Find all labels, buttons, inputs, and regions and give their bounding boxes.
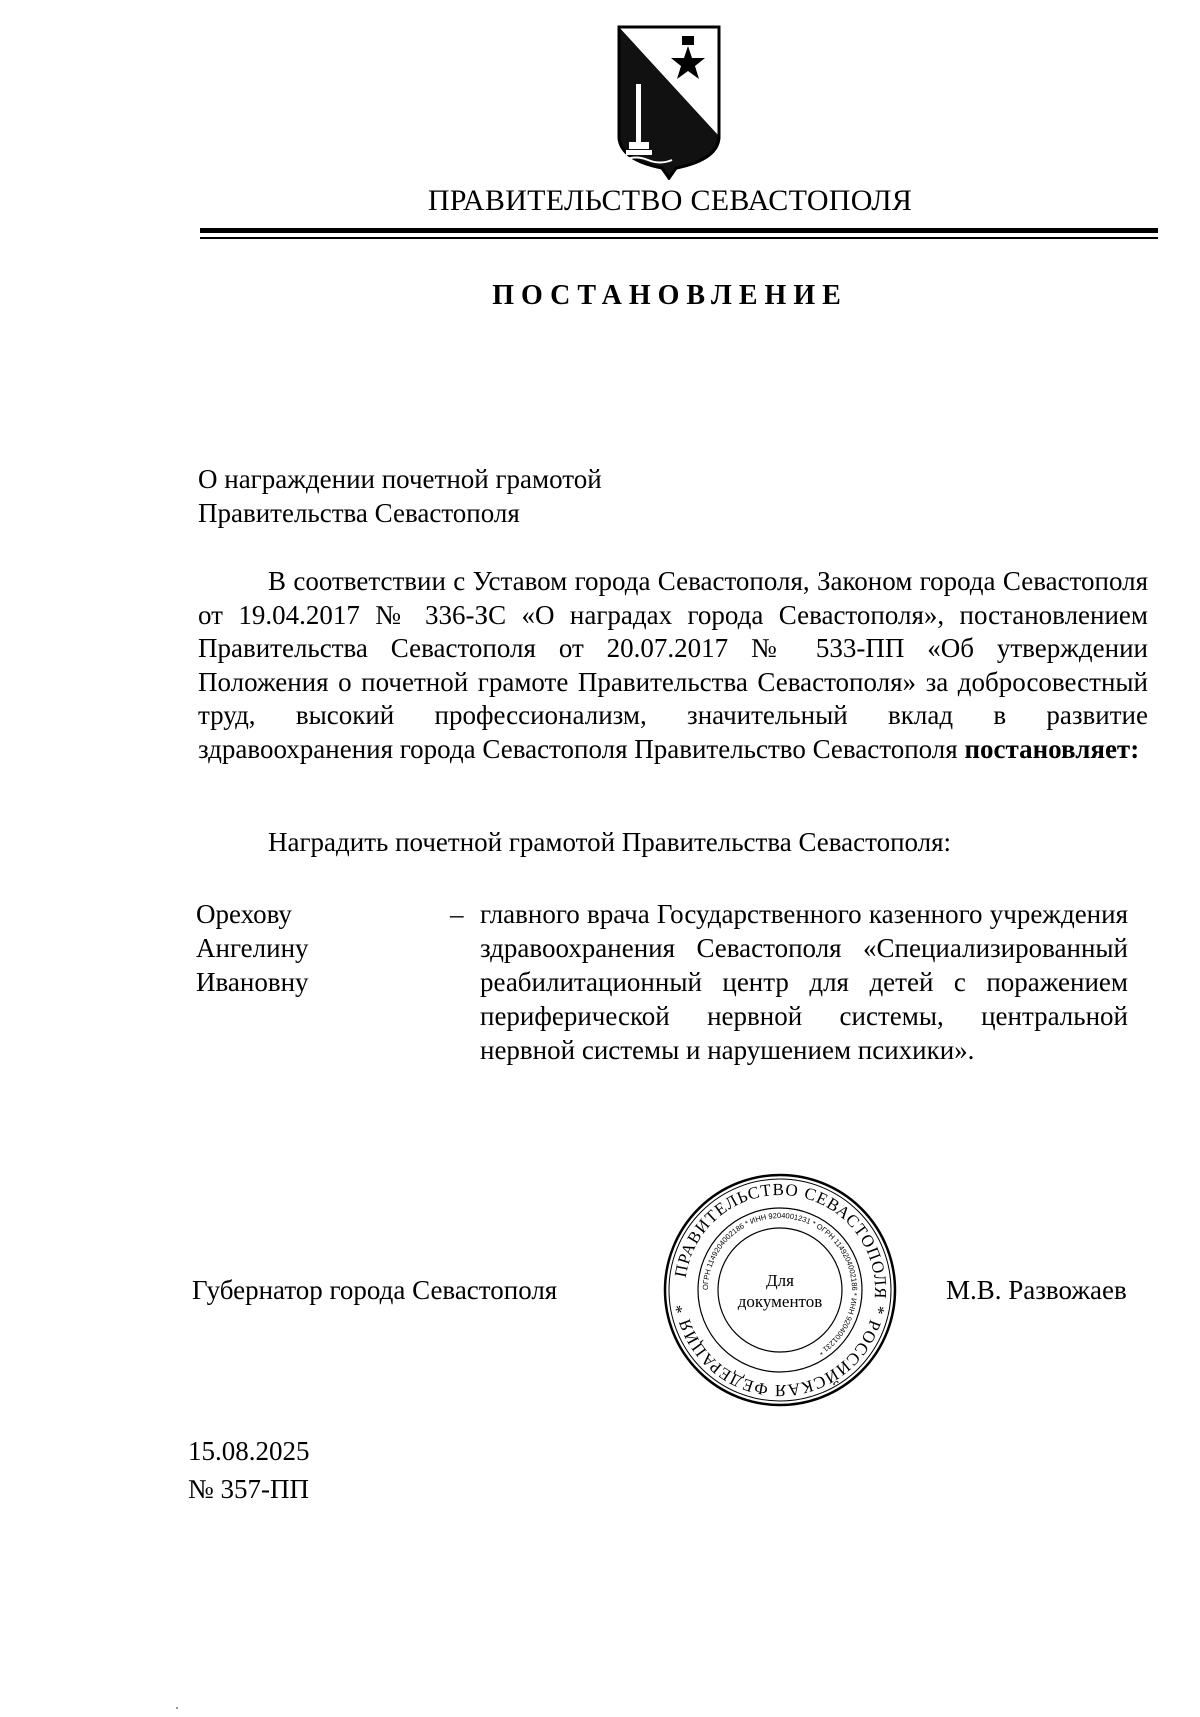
recipient-position: главного врача Государственного казенного учреждения здравоохранения Севастополя «Специализированный реабилитационный центр для детей с поражением периферической нервной системы, центральной нервной системы и нарушением психики». <box>480 899 1128 1065</box>
recipient-patronymic: Ивановну <box>196 967 309 997</box>
subject-line-1: О награждении почетной грамотой <box>198 464 602 494</box>
document-number: № 357-ПП <box>188 1474 309 1504</box>
recipient-name <box>196 897 309 999</box>
seal-inner-text: ОГРН 1149204002186 * ИНН 9204001231 * ОГРН 1149204002186 * ИНН 9204001231 * <box>700 1210 860 1357</box>
document-type-title: ПОСТАНОВЛЕНИЕ <box>492 280 848 311</box>
subject-line-2: Правительства Севастополя <box>198 498 520 528</box>
recipient-surname: Орехову <box>196 899 292 929</box>
seal-center-line-2: документов <box>737 1292 823 1311</box>
recipient-first-name: Ангелину <box>196 933 309 963</box>
government-name: ПРАВИТЕЛЬСТВО СЕВАСТОПОЛЯ <box>427 184 913 217</box>
recipient-dash: – <box>450 899 464 929</box>
seal-center-line-1: Для <box>766 1271 794 1290</box>
header-rule-thick <box>200 228 1158 233</box>
document-date: 15.08.2025 <box>188 1436 310 1466</box>
preamble-text: В соответствии с Уставом города Севастополя, Законом города Севастополя от 19.04.2017 № 336-ЗС «О наградах города Севастополя», постановлением Правительства Севастополя от 20.07.2017 № 533-ПП «Об утверждении Положения о почетной грамоте Правительства Севастополя» за добросовестный труд, высокий профессионализм, значительный вклад в развитие здравоохранения города Севастополя Правительство Севастополя <box>198 566 1148 764</box>
signer-title: Губернатор города Севастополя <box>192 1275 558 1305</box>
scan-speck <box>176 1707 178 1709</box>
signer-name: М.В. Развожаев <box>946 1275 1127 1305</box>
header-rule-thin <box>200 237 1158 239</box>
official-seal <box>663 1173 897 1407</box>
award-intro: Наградить почетной грамотой Правительства Севастополя: <box>268 827 952 857</box>
seal-outer-text: ПРАВИТЕЛЬСТВО СЕВАСТОПОЛЯ * РОССИЙСКАЯ ФЕДЕРАЦИЯ * <box>670 1179 891 1401</box>
preamble-paragraph <box>198 565 1148 766</box>
sevastopol-coat-of-arms-icon <box>616 24 722 180</box>
document-subject <box>198 462 602 530</box>
decision-word: постановляет: <box>964 733 1140 764</box>
